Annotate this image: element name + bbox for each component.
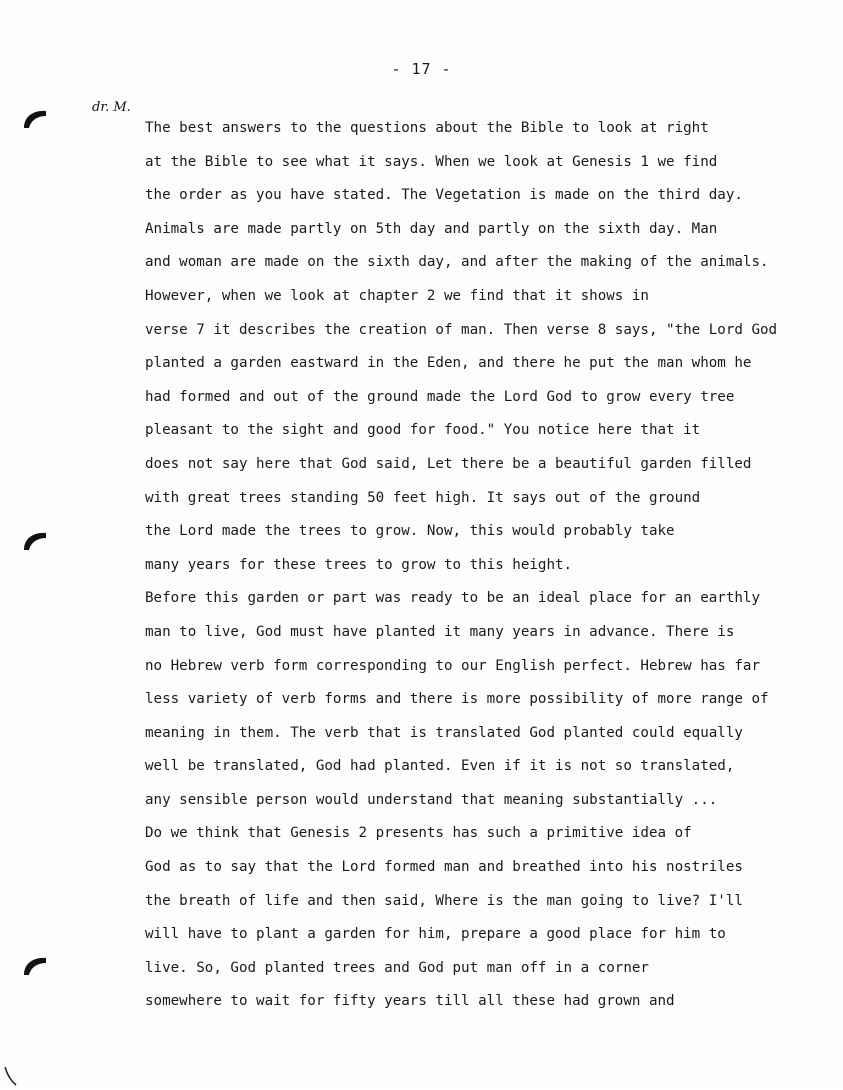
text-line: verse 7 it describes the creation of man. Then verse 8 says, "the Lord God xyxy=(145,321,778,338)
text-line: pleasant to the sight and good for food." You notice here that it xyxy=(145,422,701,439)
text-line: the breath of life and then said, Where is the man going to live? I'll xyxy=(145,892,743,909)
page-number: - 17 - xyxy=(391,60,452,78)
text-line: the order as you have stated. The Vegetation is made on the third day. xyxy=(145,187,743,204)
text-line: had formed and out of the ground made the Lord God to grow every tree xyxy=(145,388,735,405)
text-line: God as to say that the Lord formed man and breathed into his nostriles xyxy=(145,859,743,876)
handwritten-margin-note: dr. M. xyxy=(92,100,131,115)
text-line: Do we think that Genesis 2 presents has such a primitive idea of xyxy=(145,825,692,842)
text-line: many years for these trees to grow to this height. xyxy=(145,556,573,573)
scan-edge-mark-icon xyxy=(4,1066,18,1090)
punch-hole-icon xyxy=(22,530,48,552)
text-line: meaning in them. The verb that is translated God planted could equally xyxy=(145,724,743,741)
punch-hole-icon xyxy=(22,108,48,130)
text-line: does not say here that God said, Let there be a beautiful garden filled xyxy=(145,455,752,472)
text-line: and woman are made on the sixth day, and after the making of the animals. xyxy=(145,254,769,271)
text-line: with great trees standing 50 feet high. It says out of the ground xyxy=(145,489,701,506)
typed-body xyxy=(145,112,825,1019)
punch-hole-icon xyxy=(22,955,48,977)
text-line: the Lord made the trees to grow. Now, this would probably take xyxy=(145,523,675,540)
text-line: at the Bible to see what it says. When we look at Genesis 1 we find xyxy=(145,153,718,170)
text-line: will have to plant a garden for him, prepare a good place for him to xyxy=(145,926,726,943)
text-line: man to live, God must have planted it many years in advance. There is xyxy=(145,623,735,640)
text-line: planted a garden eastward in the Eden, and there he put the man whom he xyxy=(145,355,752,372)
text-line: less variety of verb forms and there is more possibility of more range of xyxy=(145,691,769,708)
text-line: somewhere to wait for fifty years till all these had grown and xyxy=(145,993,675,1010)
text-line: any sensible person would understand that meaning substantially ... xyxy=(145,791,718,808)
text-line: The best answers to the questions about the Bible to look at right xyxy=(145,120,709,136)
text-line: Animals are made partly on 5th day and partly on the sixth day. Man xyxy=(145,220,718,237)
text-line: live. So, God planted trees and God put man off in a corner xyxy=(145,959,649,976)
text-line: Before this garden or part was ready to be an ideal place for an earthly xyxy=(145,590,760,607)
text-line: well be translated, God had planted. Even if it is not so translated, xyxy=(145,758,735,775)
text-line: no Hebrew verb form corresponding to our English perfect. Hebrew has far xyxy=(145,657,760,674)
text-line: However, when we look at chapter 2 we find that it shows in xyxy=(145,287,649,304)
